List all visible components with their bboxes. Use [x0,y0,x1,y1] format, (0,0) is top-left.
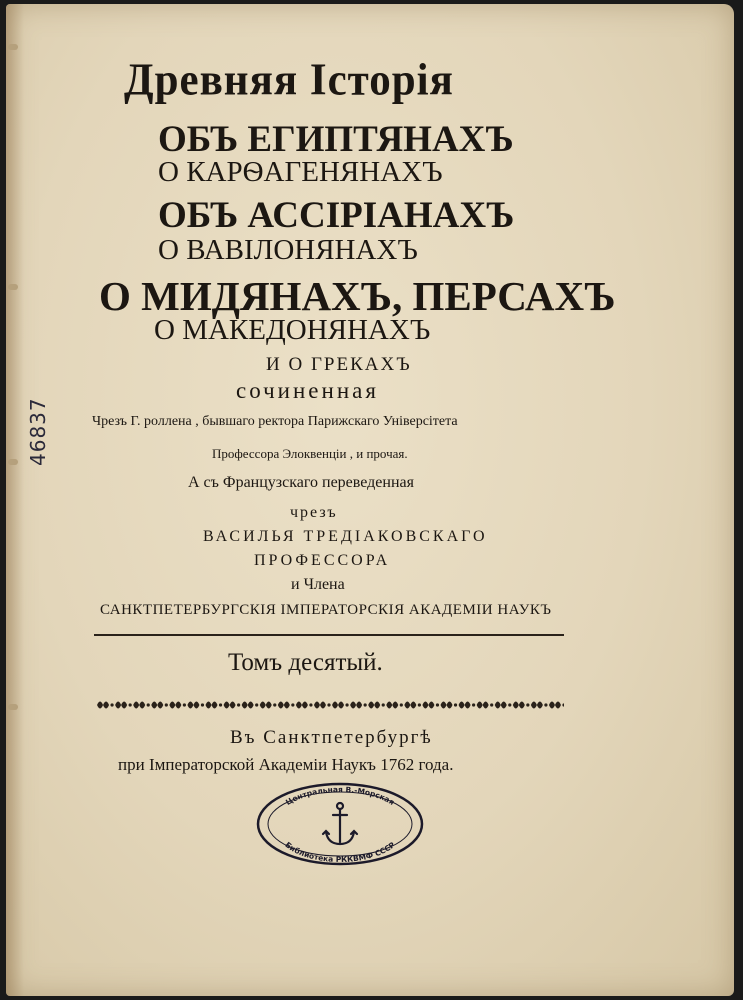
member-line: и Члена [291,576,345,593]
spine-shadow [6,4,24,996]
author-title-line: Профессора Элоквенціи , и прочая. [212,446,408,461]
main-title: Древняя Історія [124,55,454,106]
subject-line: ОБЪ ЕГИПТЯНАХЪ [158,119,514,160]
subject-line: О ВАВІЛОНЯНАХЪ [158,234,418,266]
imprint-city: Въ Санктпетербургѣ [230,727,433,748]
binding-stitch [8,284,18,290]
imprint-publisher: при Імператорской Академіи Наукъ 1762 года. [118,755,454,774]
anchor-icon [323,803,357,844]
stamp-top-text: Центральная В.-Морская [284,784,397,807]
stamp-bottom-text: Библиотека РККВМФ СССР [283,840,397,865]
library-stamp [256,782,424,866]
divider-rule [94,634,564,636]
binding-stitch [8,459,18,465]
translation-line: А съ Французскаго переведенная [188,474,414,491]
title-page [6,4,734,996]
translator-title: ПРОФЕССОРА [254,552,391,569]
subject-line: И О ГРЕКАХЪ [266,354,412,375]
binding-stitch [8,704,18,710]
inventory-number: 46837 [26,397,50,466]
binding-stitch [8,44,18,50]
author-line: Чрезъ Г. роллена , бывшаго ректора Парижскаго Універсітета [92,414,458,429]
subject-line: О МАКЕДОНЯНАХЪ [154,314,431,346]
academy-line: САНКТПЕТЕРБУРГСКІЯ ІМПЕРАТОРСКІЯ АКАДЕМІИ НАУКЪ [100,602,552,618]
volume-label: Томъ десятый. [228,649,383,676]
translator-name: ВАСИЛЬЯ ТРЕДІАКОВСКАГО [203,528,488,545]
ornament-divider [94,696,564,714]
subject-line: О КАРѲАГЕНЯНАХЪ [158,156,443,188]
subject-line: О МИДЯНАХЪ, ПЕРСАХЪ [99,273,616,319]
subject-line: ОБЪ АССІРІАНАХЪ [158,195,515,236]
translator-prefix: чрезъ [290,504,338,521]
composed-by-line: сочиненная [236,378,379,403]
